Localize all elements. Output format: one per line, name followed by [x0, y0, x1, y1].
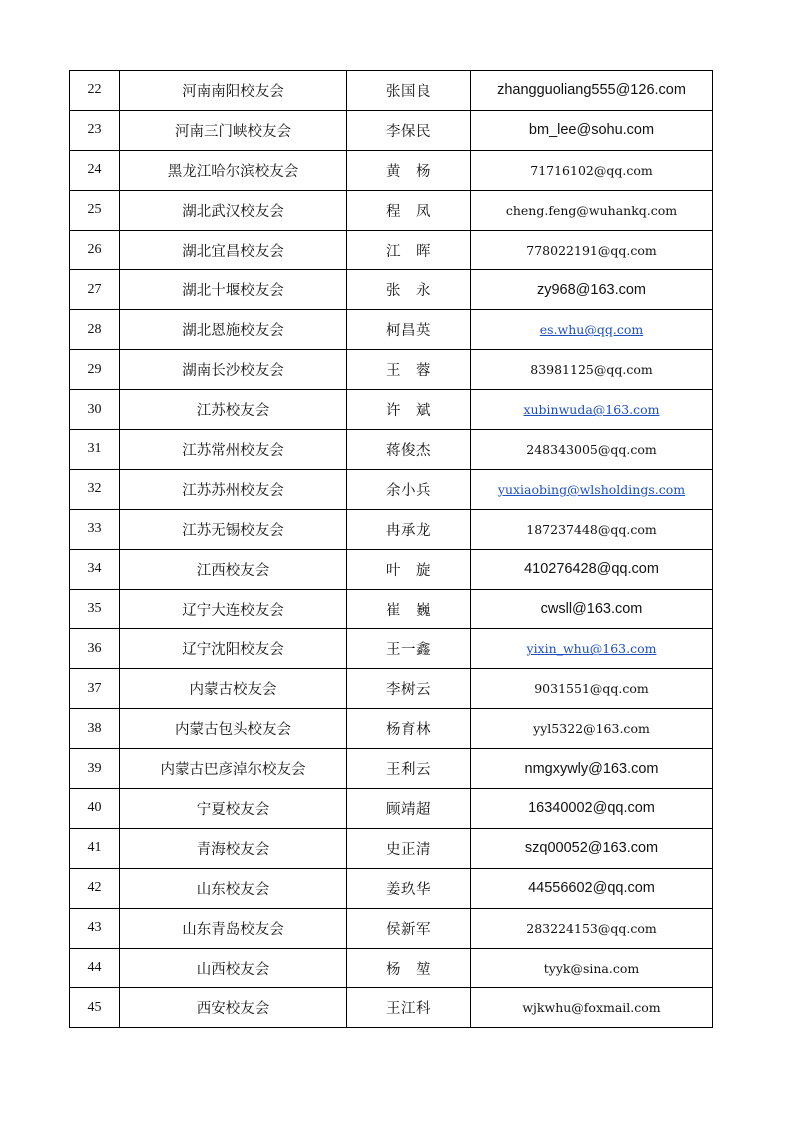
- email-text: cwsll@163.com: [540, 601, 643, 618]
- email-cell: [471, 430, 713, 470]
- email-text: yyl5322@163.com: [533, 721, 650, 737]
- table-row: [70, 629, 713, 669]
- alumni-association-name: 湖北武汉校友会: [120, 190, 347, 230]
- row-number: 38: [70, 709, 120, 749]
- table-row: [70, 390, 713, 430]
- alumni-association-name: 江苏校友会: [120, 390, 347, 430]
- email-cell: [471, 509, 713, 549]
- table-row: [70, 749, 713, 789]
- row-number: 34: [70, 549, 120, 589]
- table-row: [70, 948, 713, 988]
- contact-person: 李树云: [347, 669, 471, 709]
- email-link[interactable]: yuxiaobing@wlsholdings.com: [497, 481, 686, 497]
- email-text: cheng.feng@wuhankq.com: [505, 202, 678, 218]
- email-text: bm_lee@sohu.com: [528, 122, 655, 139]
- alumni-association-name: 湖北宜昌校友会: [120, 230, 347, 270]
- table-row: [70, 150, 713, 190]
- email-text: 44556602@qq.com: [528, 880, 655, 897]
- table-row: [70, 789, 713, 829]
- contact-person: 冉承龙: [347, 509, 471, 549]
- row-number: 43: [70, 908, 120, 948]
- row-number: 32: [70, 469, 120, 509]
- alumni-association-name: 山东校友会: [120, 868, 347, 908]
- table-row: [70, 669, 713, 709]
- alumni-association-name: 西安校友会: [120, 988, 347, 1028]
- table-row: [70, 988, 713, 1028]
- email-cell: [471, 948, 713, 988]
- alumni-association-name: 江苏常州校友会: [120, 430, 347, 470]
- email-cell: [471, 270, 713, 310]
- alumni-association-name: 青海校友会: [120, 828, 347, 868]
- row-number: 30: [70, 390, 120, 430]
- contact-person: 王利云: [347, 749, 471, 789]
- alumni-association-name: 内蒙古巴彦淖尔校友会: [120, 749, 347, 789]
- email-cell: [471, 230, 713, 270]
- contact-person: 史正清: [347, 828, 471, 868]
- email-text: 83981125@qq.com: [530, 362, 653, 378]
- contact-person: 江 晖: [347, 230, 471, 270]
- email-text: szq00052@163.com: [524, 840, 659, 857]
- email-cell: [471, 709, 713, 749]
- row-number: 24: [70, 150, 120, 190]
- email-text: 778022191@qq.com: [526, 242, 657, 258]
- email-cell: [471, 150, 713, 190]
- email-cell: [471, 828, 713, 868]
- contact-person: 张 永: [347, 270, 471, 310]
- row-number: 25: [70, 190, 120, 230]
- contact-person: 叶 旋: [347, 549, 471, 589]
- alumni-association-name: 河南三门峡校友会: [120, 110, 347, 150]
- contact-person: 程 凤: [347, 190, 471, 230]
- table-row: [70, 110, 713, 150]
- email-cell: [471, 190, 713, 230]
- alumni-association-name: 辽宁大连校友会: [120, 589, 347, 629]
- alumni-association-name: 黑龙江哈尔滨校友会: [120, 150, 347, 190]
- row-number: 37: [70, 669, 120, 709]
- email-cell: [471, 789, 713, 829]
- row-number: 36: [70, 629, 120, 669]
- alumni-association-name: 宁夏校友会: [120, 789, 347, 829]
- email-text: 283224153@qq.com: [526, 920, 657, 936]
- alumni-association-name: 内蒙古校友会: [120, 669, 347, 709]
- alumni-association-name: 内蒙古包头校友会: [120, 709, 347, 749]
- email-cell: [471, 908, 713, 948]
- alumni-association-name: 辽宁沈阳校友会: [120, 629, 347, 669]
- email-text: wjkwhu@foxmail.com: [522, 1000, 661, 1016]
- row-number: 39: [70, 749, 120, 789]
- email-cell: [471, 749, 713, 789]
- alumni-association-name: 山西校友会: [120, 948, 347, 988]
- row-number: 27: [70, 270, 120, 310]
- alumni-association-name: 江苏苏州校友会: [120, 469, 347, 509]
- contact-person: 王一鑫: [347, 629, 471, 669]
- email-cell: [471, 629, 713, 669]
- row-number: 44: [70, 948, 120, 988]
- contact-person: 李保民: [347, 110, 471, 150]
- email-cell: [471, 469, 713, 509]
- email-cell: [471, 71, 713, 111]
- contact-person: 崔 巍: [347, 589, 471, 629]
- table-row: [70, 230, 713, 270]
- row-number: 35: [70, 589, 120, 629]
- row-number: 28: [70, 310, 120, 350]
- row-number: 33: [70, 509, 120, 549]
- alumni-contact-table: [69, 70, 713, 1028]
- email-link[interactable]: es.whu@qq.com: [539, 322, 644, 338]
- contact-person: 杨育林: [347, 709, 471, 749]
- table-row: [70, 430, 713, 470]
- email-text: 16340002@qq.com: [528, 800, 655, 817]
- alumni-association-name: 山东青岛校友会: [120, 908, 347, 948]
- email-link[interactable]: xubinwuda@163.com: [523, 402, 660, 418]
- email-text: 187237448@qq.com: [526, 521, 657, 537]
- email-cell: [471, 390, 713, 430]
- alumni-association-name: 河南南阳校友会: [120, 71, 347, 111]
- email-text: zhangguoliang555@126.com: [497, 82, 686, 99]
- table-row: [70, 549, 713, 589]
- alumni-association-name: 湖北恩施校友会: [120, 310, 347, 350]
- alumni-association-name: 湖北十堰校友会: [120, 270, 347, 310]
- email-text: 9031551@qq.com: [534, 681, 649, 697]
- table-row: [70, 908, 713, 948]
- email-text: 71716102@qq.com: [530, 162, 653, 178]
- email-cell: [471, 549, 713, 589]
- table-row: [70, 71, 713, 111]
- contact-person: 张国良: [347, 71, 471, 111]
- email-cell: [471, 669, 713, 709]
- row-number: 31: [70, 430, 120, 470]
- contact-person: 王 蓉: [347, 350, 471, 390]
- table-row: [70, 190, 713, 230]
- email-cell: [471, 868, 713, 908]
- email-text: tyyk@sina.com: [543, 960, 640, 976]
- table-row: [70, 868, 713, 908]
- alumni-association-name: 湖南长沙校友会: [120, 350, 347, 390]
- email-cell: [471, 310, 713, 350]
- table-row: [70, 270, 713, 310]
- contact-person: 姜玖华: [347, 868, 471, 908]
- contact-person: 余小兵: [347, 469, 471, 509]
- email-cell: [471, 110, 713, 150]
- email-text: 410276428@qq.com: [524, 561, 659, 578]
- contact-person: 王江科: [347, 988, 471, 1028]
- row-number: 42: [70, 868, 120, 908]
- contact-person: 许 斌: [347, 390, 471, 430]
- contact-person: 柯昌英: [347, 310, 471, 350]
- email-cell: [471, 988, 713, 1028]
- alumni-association-name: 江苏无锡校友会: [120, 509, 347, 549]
- row-number: 22: [70, 71, 120, 111]
- table-row: [70, 589, 713, 629]
- alumni-association-name: 江西校友会: [120, 549, 347, 589]
- row-number: 26: [70, 230, 120, 270]
- row-number: 40: [70, 789, 120, 829]
- row-number: 45: [70, 988, 120, 1028]
- contact-person: 黄 杨: [347, 150, 471, 190]
- email-cell: [471, 350, 713, 390]
- contact-person: 侯新军: [347, 908, 471, 948]
- row-number: 29: [70, 350, 120, 390]
- table-row: [70, 828, 713, 868]
- table-body: [70, 71, 713, 1028]
- email-text: 248343005@qq.com: [526, 441, 657, 457]
- table-row: [70, 350, 713, 390]
- email-text: zy968@163.com: [536, 281, 647, 298]
- row-number: 23: [70, 110, 120, 150]
- table-row: [70, 469, 713, 509]
- email-text: nmgxywly@163.com: [524, 760, 659, 777]
- contact-person: 蒋俊杰: [347, 430, 471, 470]
- row-number: 41: [70, 828, 120, 868]
- email-cell: [471, 589, 713, 629]
- contact-person: 顾靖超: [347, 789, 471, 829]
- table-row: [70, 509, 713, 549]
- table-row: [70, 709, 713, 749]
- email-link[interactable]: yixin_whu@163.com: [526, 641, 657, 657]
- contact-person: 杨 堃: [347, 948, 471, 988]
- table-row: [70, 310, 713, 350]
